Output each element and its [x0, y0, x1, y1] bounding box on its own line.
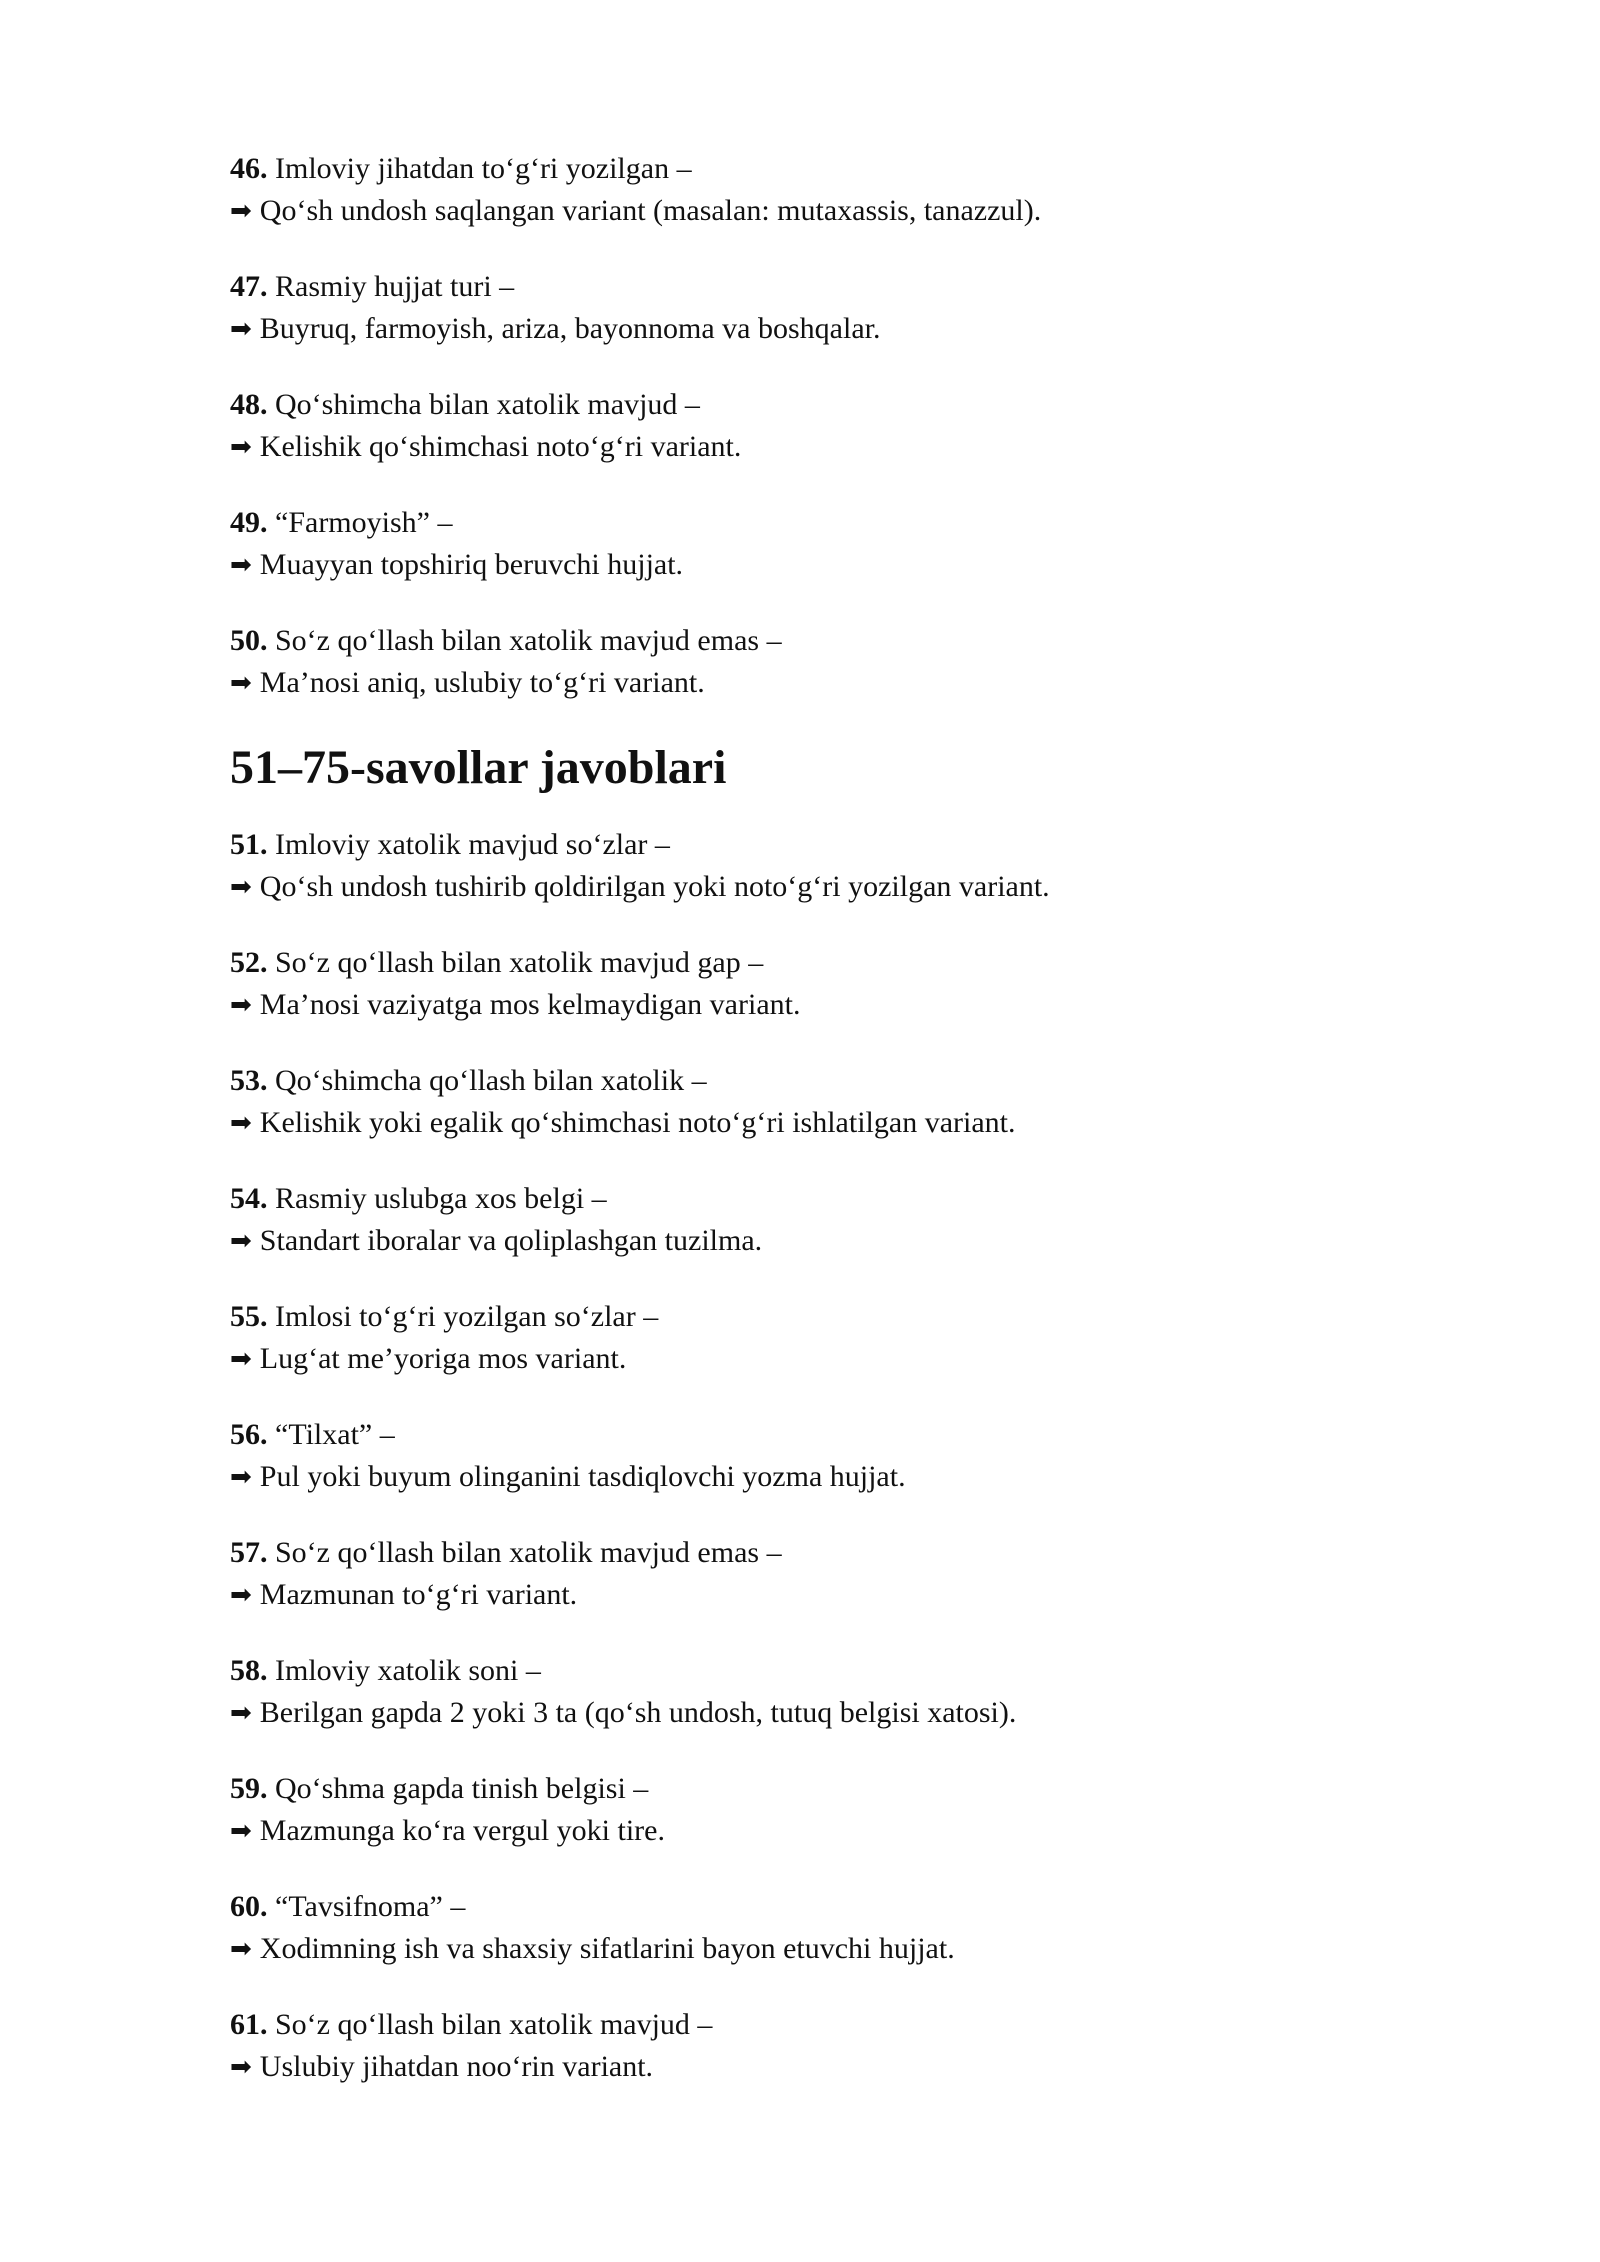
arrow-right-icon: ➡ — [230, 1108, 252, 1138]
question-line — [230, 1296, 1410, 1338]
item-number: 60. — [230, 1890, 268, 1923]
question-text: So‘z qo‘llash bilan xatolik mavjud emas – — [275, 624, 782, 657]
item-number: 50. — [230, 624, 268, 657]
answer-item — [230, 1532, 1410, 1616]
arrow-right-icon: ➡ — [230, 990, 252, 1020]
question-line — [230, 824, 1410, 866]
item-number: 49. — [230, 506, 268, 539]
answer-item — [230, 1296, 1410, 1380]
answer-line — [230, 1456, 1410, 1498]
answer-text: Kelishik yoki egalik qo‘shimchasi noto‘g‘ri ishlatilgan variant. — [259, 1106, 1016, 1139]
answer-item — [230, 266, 1410, 350]
item-number: 56. — [230, 1418, 268, 1451]
answer-text: Pul yoki buyum olinganini tasdiqlovchi yozma hujjat. — [259, 1460, 906, 1493]
question-line — [230, 1768, 1410, 1810]
arrow-right-icon: ➡ — [230, 196, 252, 226]
item-number: 54. — [230, 1182, 268, 1215]
answer-line — [230, 426, 1410, 468]
answer-line — [230, 1102, 1410, 1144]
arrow-right-icon: ➡ — [230, 872, 252, 902]
question-text: Imloviy xatolik soni – — [275, 1654, 541, 1687]
answer-item — [230, 620, 1410, 704]
question-text: Rasmiy hujjat turi – — [275, 270, 515, 303]
answer-line — [230, 1928, 1410, 1970]
question-text: Imloviy xatolik mavjud so‘zlar – — [275, 828, 670, 861]
answer-text: Qo‘sh undosh saqlangan variant (masalan: mutaxassis, tanazzul). — [259, 194, 1042, 227]
answer-text: Berilgan gapda 2 yoki 3 ta (qo‘sh undosh, tutuq belgisi xatosi). — [259, 1696, 1017, 1729]
arrow-right-icon: ➡ — [230, 550, 252, 580]
question-text: So‘z qo‘llash bilan xatolik mavjud gap – — [275, 946, 764, 979]
question-line — [230, 942, 1410, 984]
item-number: 47. — [230, 270, 268, 303]
answer-text: Uslubiy jihatdan noo‘rin variant. — [259, 2050, 654, 2083]
item-number: 53. — [230, 1064, 268, 1097]
question-line — [230, 148, 1410, 190]
answer-item — [230, 1768, 1410, 1852]
question-line — [230, 502, 1410, 544]
answer-item — [230, 148, 1410, 232]
question-text: “Farmoyish” – — [275, 506, 453, 539]
question-text: Qo‘shimcha qo‘llash bilan xatolik – — [275, 1064, 707, 1097]
answer-text: Xodimning ish va shaxsiy sifatlarini bayon etuvchi hujjat. — [259, 1932, 955, 1965]
answer-line — [230, 544, 1410, 586]
item-number: 58. — [230, 1654, 268, 1687]
answer-item — [230, 1886, 1410, 1970]
answer-item — [230, 824, 1410, 908]
question-line — [230, 1060, 1410, 1102]
answer-item — [230, 502, 1410, 586]
item-number: 61. — [230, 2008, 268, 2041]
arrow-right-icon: ➡ — [230, 1580, 252, 1610]
question-text: “Tilxat” – — [275, 1418, 395, 1451]
question-text: Rasmiy uslubga xos belgi – — [275, 1182, 607, 1215]
page-content — [230, 148, 1410, 2122]
arrow-right-icon: ➡ — [230, 432, 252, 462]
question-line — [230, 266, 1410, 308]
question-line — [230, 1178, 1410, 1220]
answer-item — [230, 2004, 1410, 2088]
answer-text: Mazmunga ko‘ra vergul yoki tire. — [259, 1814, 665, 1847]
item-number: 51. — [230, 828, 268, 861]
question-text: Imloviy jihatdan to‘g‘ri yozilgan – — [275, 152, 692, 185]
section-heading: 51–75-savollar javoblari — [230, 741, 727, 794]
question-text: Qo‘shimcha bilan xatolik mavjud – — [275, 388, 700, 421]
arrow-right-icon: ➡ — [230, 668, 252, 698]
question-line — [230, 1886, 1410, 1928]
answer-line — [230, 1810, 1410, 1852]
answer-line — [230, 1692, 1410, 1734]
answer-item — [230, 1178, 1410, 1262]
question-text: “Tavsifnoma” – — [275, 1890, 466, 1923]
answer-list-46-50 — [230, 148, 1410, 704]
question-line — [230, 2004, 1410, 2046]
answer-line — [230, 190, 1410, 232]
answer-line — [230, 308, 1410, 350]
arrow-right-icon: ➡ — [230, 1934, 252, 1964]
question-line — [230, 384, 1410, 426]
arrow-right-icon: ➡ — [230, 2052, 252, 2082]
answer-line — [230, 2046, 1410, 2088]
answer-item — [230, 1060, 1410, 1144]
question-text: So‘z qo‘llash bilan xatolik mavjud emas – — [275, 1536, 782, 1569]
arrow-right-icon: ➡ — [230, 1344, 252, 1374]
question-text: So‘z qo‘llash bilan xatolik mavjud – — [275, 2008, 713, 2041]
answer-text: Ma’nosi aniq, uslubiy to‘g‘ri variant. — [259, 666, 705, 699]
answer-text: Qo‘sh undosh tushirib qoldirilgan yoki noto‘g‘ri yozilgan variant. — [259, 870, 1050, 903]
item-number: 52. — [230, 946, 268, 979]
answer-line — [230, 1338, 1410, 1380]
item-number: 59. — [230, 1772, 268, 1805]
answer-line — [230, 1574, 1410, 1616]
question-line — [230, 1414, 1410, 1456]
question-text: Qo‘shma gapda tinish belgisi – — [275, 1772, 649, 1805]
answer-item — [230, 1414, 1410, 1498]
item-number: 57. — [230, 1536, 268, 1569]
item-number: 46. — [230, 152, 268, 185]
answer-item — [230, 1650, 1410, 1734]
question-line — [230, 1650, 1410, 1692]
answer-text: Ma’nosi vaziyatga mos kelmaydigan variant. — [259, 988, 801, 1021]
arrow-right-icon: ➡ — [230, 1816, 252, 1846]
answer-line — [230, 1220, 1410, 1262]
item-number: 55. — [230, 1300, 268, 1333]
question-text: Imlosi to‘g‘ri yozilgan so‘zlar – — [275, 1300, 659, 1333]
question-line — [230, 620, 1410, 662]
answer-item — [230, 384, 1410, 468]
arrow-right-icon: ➡ — [230, 1698, 252, 1728]
question-line — [230, 1532, 1410, 1574]
answer-line — [230, 984, 1410, 1026]
answer-text: Buyruq, farmoyish, ariza, bayonnoma va boshqalar. — [259, 312, 881, 345]
arrow-right-icon: ➡ — [230, 1226, 252, 1256]
arrow-right-icon: ➡ — [230, 1462, 252, 1492]
answer-text: Standart iboralar va qoliplashgan tuzilma. — [259, 1224, 763, 1257]
item-number: 48. — [230, 388, 268, 421]
answer-line — [230, 662, 1410, 704]
answer-text: Mazmunan to‘g‘ri variant. — [259, 1578, 578, 1611]
arrow-right-icon: ➡ — [230, 314, 252, 344]
answer-list-51-61 — [230, 824, 1410, 2088]
answer-item — [230, 942, 1410, 1026]
answer-text: Lug‘at me’yoriga mos variant. — [259, 1342, 627, 1375]
answer-line — [230, 866, 1410, 908]
answer-text: Muayyan topshiriq beruvchi hujjat. — [259, 548, 684, 581]
answer-text: Kelishik qo‘shimchasi noto‘g‘ri variant. — [259, 430, 742, 463]
